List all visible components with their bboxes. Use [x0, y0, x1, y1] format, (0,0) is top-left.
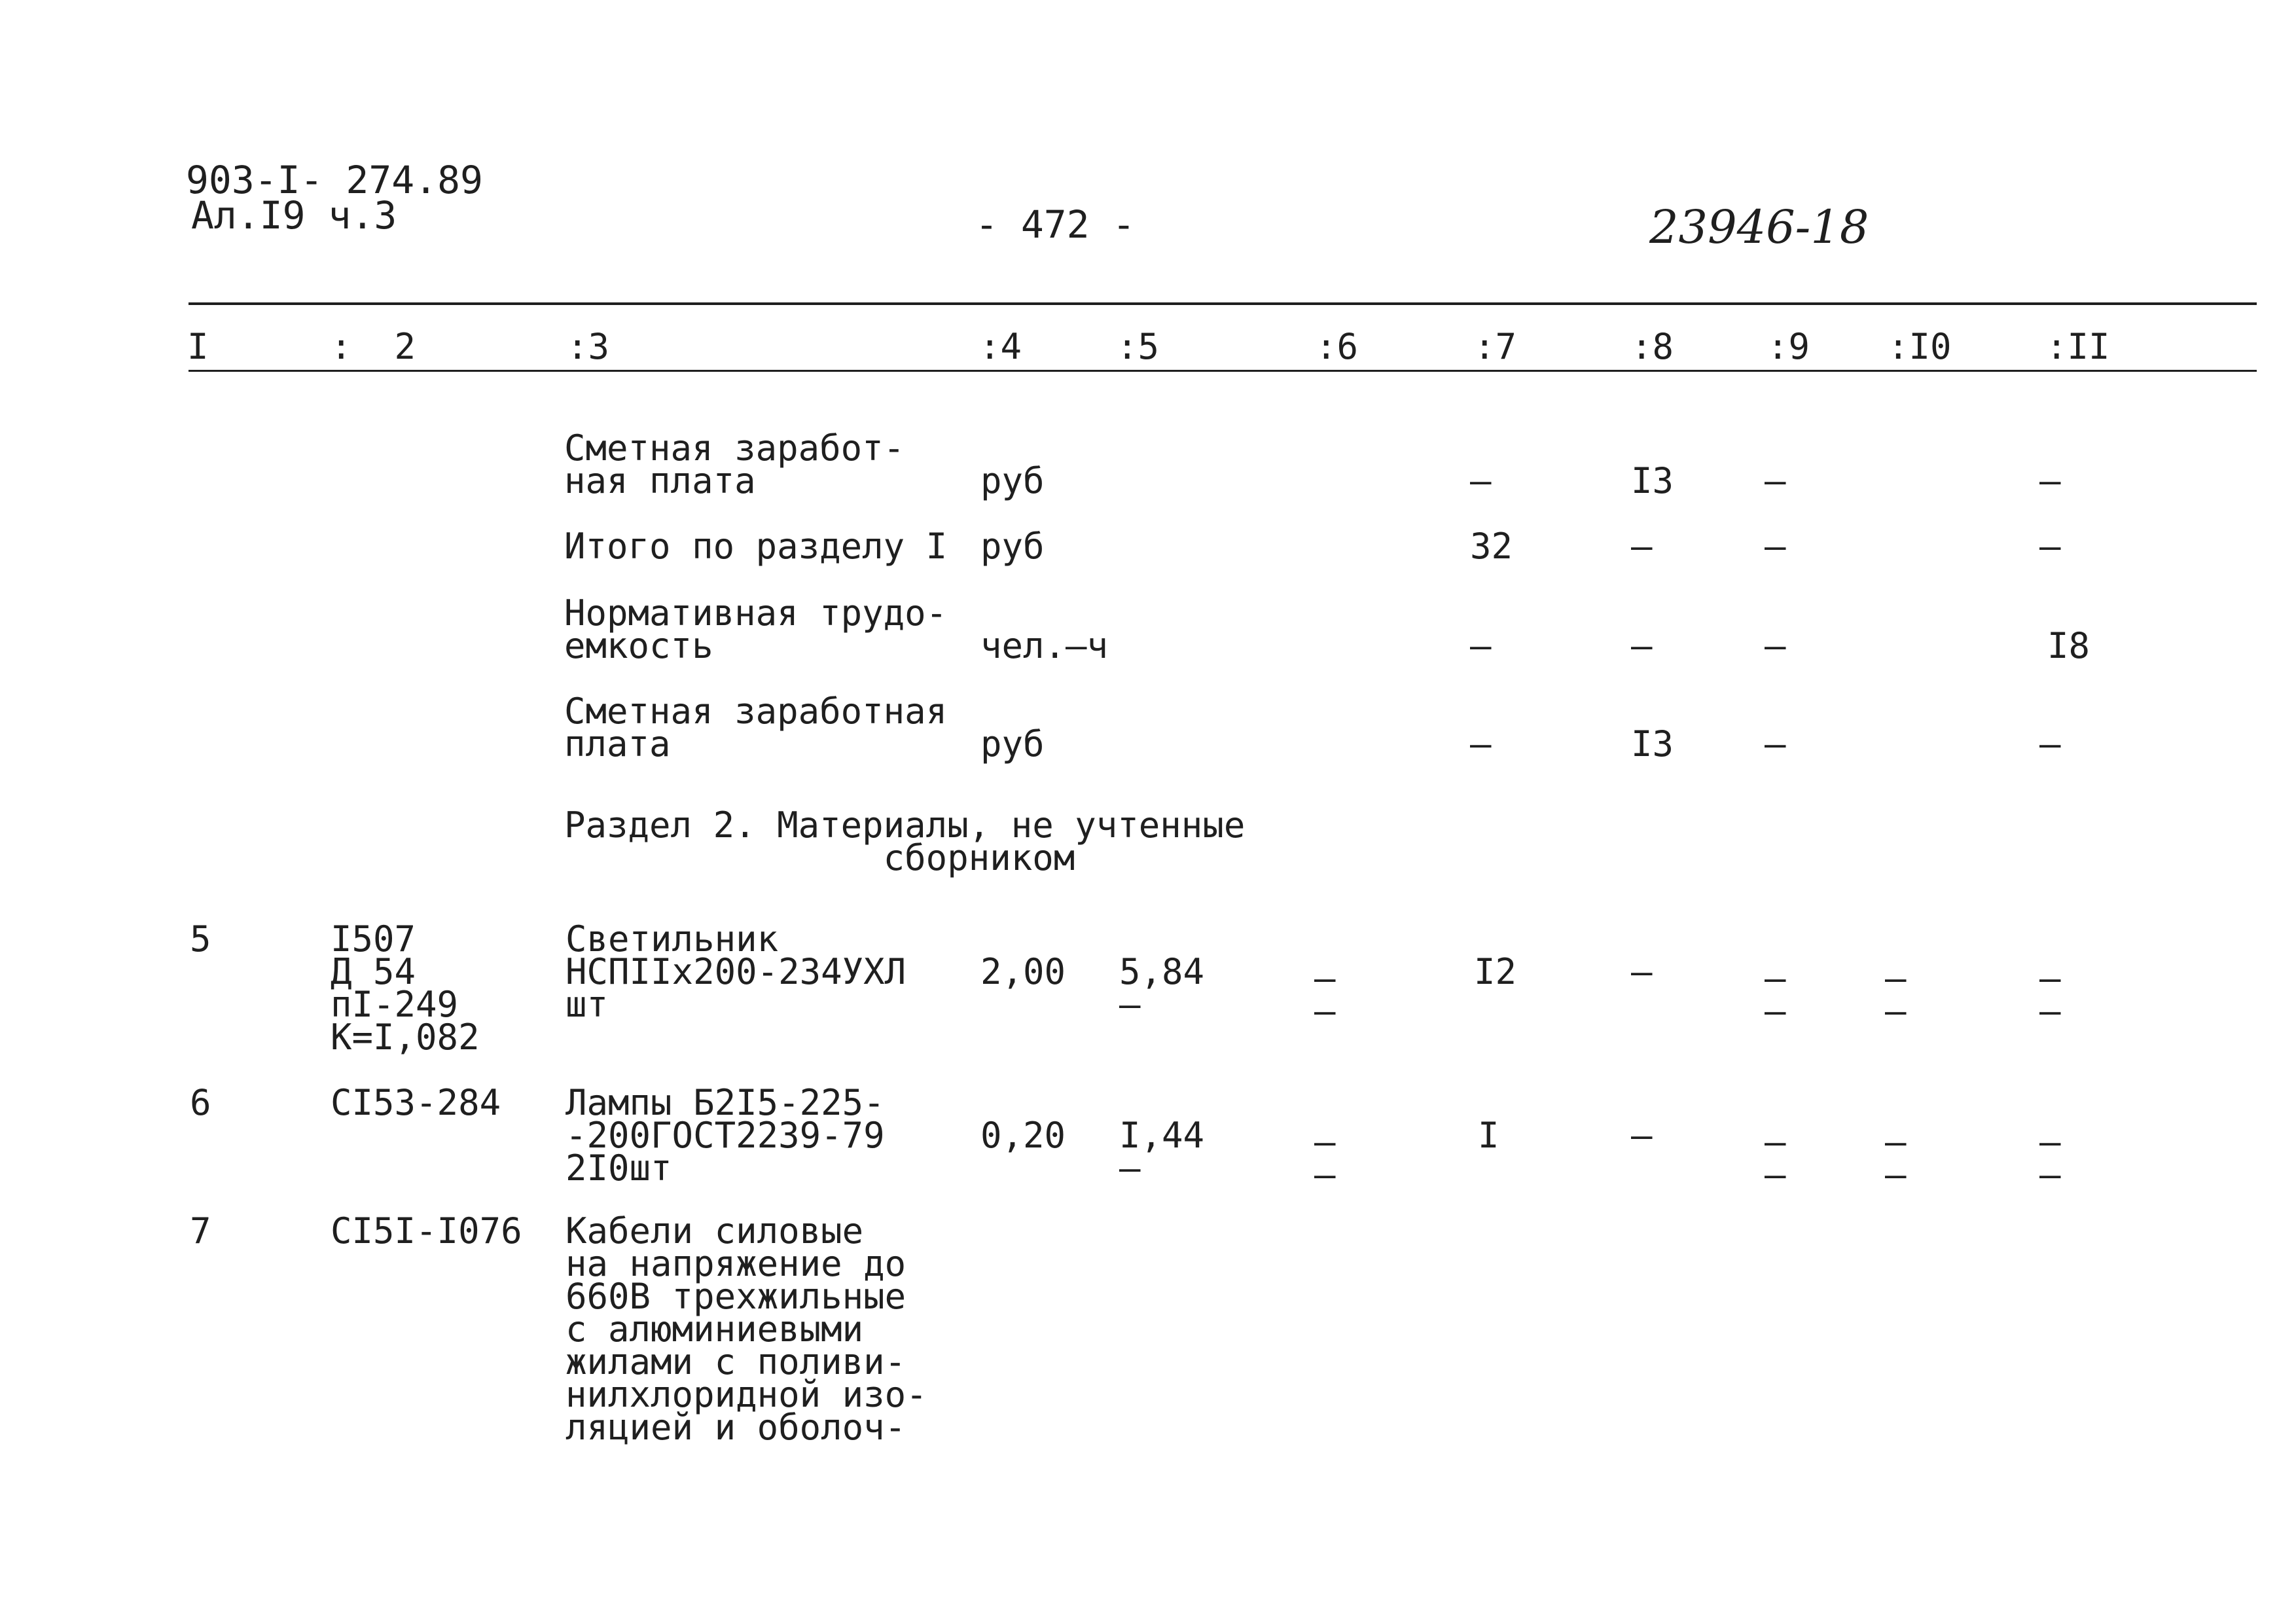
row-unit: чел.–ч: [980, 625, 1109, 666]
row-col-11: – –: [2039, 1121, 2061, 1195]
column-header-8: :8: [1631, 326, 1674, 367]
row-col-7: 32: [1470, 526, 1513, 567]
row-col-9: – –: [1765, 1121, 1786, 1195]
row-price: I,44 –: [1119, 1115, 1205, 1189]
column-header-9: :9: [1767, 326, 1810, 367]
row-col-8: –: [1631, 625, 1653, 666]
row-name: Сметная заработная плата: [564, 691, 948, 765]
row-col-8: –: [1631, 951, 1653, 992]
table-top-rule: [188, 302, 2257, 305]
row-quantity: 0,20: [980, 1115, 1066, 1156]
row-name: Светильник НСПIIх200-234УХЛ шт: [565, 918, 906, 1025]
row-col-8: I3: [1631, 723, 1674, 765]
column-header-4: :4: [979, 326, 1022, 367]
row-code: I507 Д 54 пI-249 К=I,082: [331, 918, 480, 1058]
row-unit: руб: [980, 526, 1045, 567]
row-col-10: – –: [1885, 958, 1907, 1032]
row-col-7: I2: [1474, 951, 1517, 992]
sheet-reference: Ал.I9 ч.3: [191, 193, 397, 238]
row-col-8: I3: [1631, 460, 1674, 501]
page-number: - 472 -: [975, 202, 1136, 247]
row-col-8: –: [1631, 526, 1653, 567]
column-header-10: :I0: [1888, 326, 1952, 367]
row-col-7: –: [1470, 460, 1492, 501]
row-col-6: – –: [1314, 958, 1336, 1032]
document-code: 903-I- 274.89: [186, 158, 483, 202]
table-header-rule: [188, 370, 2257, 372]
row-number: 6: [190, 1082, 211, 1123]
row-col-10: – –: [1885, 1121, 1907, 1195]
row-code: СI53-284: [331, 1082, 501, 1123]
row-price: 5,84 –: [1119, 951, 1205, 1025]
row-col-11: –: [2039, 723, 2061, 765]
row-name: Лампы Б2I5-225- -200ГОСТ2239-79 2I0шт: [565, 1082, 885, 1189]
row-col-9: –: [1765, 723, 1786, 765]
row-col-7: –: [1470, 625, 1492, 666]
column-header-2: : 2: [331, 326, 416, 367]
row-number: 7: [190, 1210, 211, 1252]
row-col-11: I8: [2047, 625, 2090, 666]
row-col-11: –: [2039, 460, 2061, 501]
row-col-9: –: [1765, 625, 1786, 666]
section-title: Раздел 2. Материалы, не учтенные сборником: [564, 804, 1246, 878]
row-name: Итого по разделу I: [564, 526, 948, 567]
row-unit: руб: [980, 723, 1045, 765]
column-header-3: :3: [567, 326, 610, 367]
column-header-6: :6: [1316, 326, 1359, 367]
row-col-9: –: [1765, 526, 1786, 567]
row-name: Кабели силовые на напряжение до 660В трехжильные с алюминиевыми жилами с поливи- нилхлоридной изо- ляцией и оболоч-: [565, 1210, 927, 1448]
column-header-5: :5: [1117, 326, 1160, 367]
row-quantity: 2,00: [980, 951, 1066, 992]
column-header-7: :7: [1474, 326, 1517, 367]
row-col-6: – –: [1314, 1121, 1336, 1195]
row-code: СI5I-I076: [331, 1210, 522, 1252]
column-header-11: :II: [2046, 326, 2110, 367]
row-unit: руб: [980, 460, 1045, 501]
row-number: 5: [190, 918, 211, 960]
inventory-number: 23946-18: [1649, 200, 1869, 254]
row-col-8: –: [1631, 1115, 1653, 1156]
column-header-1: I: [187, 326, 209, 367]
row-col-11: – –: [2039, 958, 2061, 1032]
row-col-11: –: [2039, 526, 2061, 567]
row-name: Нормативная трудо- емкость: [564, 592, 948, 666]
row-col-9: – –: [1765, 958, 1786, 1032]
row-name: Сметная заработ- ная плата: [564, 427, 905, 501]
row-col-7: I: [1478, 1115, 1499, 1156]
row-col-7: –: [1470, 723, 1492, 765]
row-col-9: –: [1765, 460, 1786, 501]
